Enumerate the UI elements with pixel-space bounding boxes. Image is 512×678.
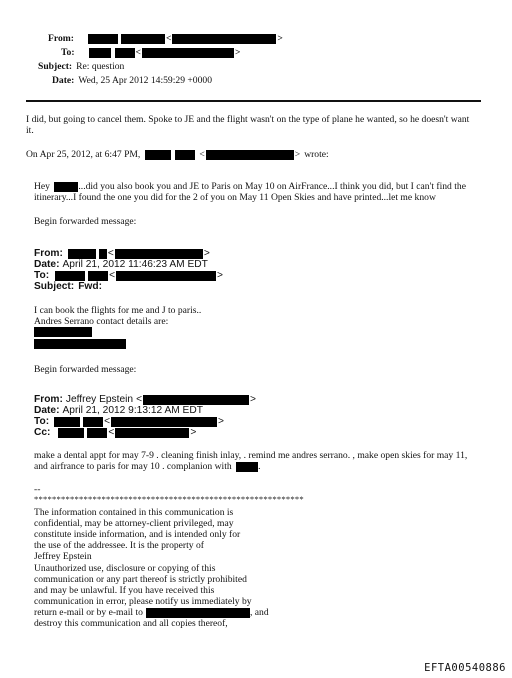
disclaimer-line8: and may be unlawful. If you have received this [34, 585, 215, 596]
redaction [87, 428, 107, 438]
redaction [172, 34, 276, 44]
disclaimer-line6: Unauthorized use, disclosure or copying of this [34, 563, 216, 574]
disclaimer-line2: confidential, may be attorney-client privileged, may [34, 518, 234, 529]
header-to-label: To: [61, 47, 75, 58]
disclaimer-line9: communication in error, please notify us immediately by [34, 596, 252, 607]
header-subject-row [38, 61, 124, 72]
angle-open: < [107, 248, 114, 259]
angle-open: < [199, 149, 205, 160]
angle-open: < [108, 427, 115, 438]
header-subject-label: Subject: [38, 61, 73, 72]
disclaimer-line1: The information contained in this communication is [34, 507, 234, 518]
redaction [145, 150, 171, 160]
disclaimer-line7: communication or any part thereof is strictly prohibited [34, 574, 247, 585]
redaction [115, 249, 203, 259]
fwd2-date-value: April 21, 2012 9:13:12 AM EDT [62, 405, 203, 416]
header-date-row [52, 75, 212, 86]
fwd1-date-value: April 21, 2012 11:46:23 AM EDT [62, 259, 208, 270]
redaction [143, 395, 249, 405]
redaction [89, 48, 111, 58]
angle-open: < [104, 416, 111, 427]
redaction [115, 48, 135, 58]
fwd1-date-label: Date: [34, 259, 60, 270]
angle-close: > [277, 33, 283, 44]
disclaimer-dashes: -- [34, 484, 41, 495]
redaction [99, 249, 107, 259]
header-to-row [61, 47, 241, 58]
angle-close: > [250, 394, 256, 405]
fwd1-line2: Andres Serrano contact details are: [34, 316, 169, 327]
fwd1-subject-row [34, 281, 102, 293]
angle-open: < [135, 47, 141, 58]
angle-close: > [217, 270, 223, 281]
disclaimer-line3: constitute inside information, and is intended only for [34, 529, 241, 540]
header-subject-value: Re: question [76, 61, 125, 72]
redaction [121, 34, 165, 44]
redaction [88, 34, 118, 44]
redaction [236, 461, 261, 472]
quote-prefix: On Apr 25, 2012, at 6:47 PM, [26, 149, 141, 160]
document-id: EFTA00540886 [424, 662, 506, 674]
angle-close: > [218, 416, 224, 427]
fwd1-subject-value: Fwd: [78, 281, 102, 292]
disclaimer-line10-end: , and [249, 607, 269, 618]
fwd2-body [34, 450, 482, 472]
fwd1-to-row [34, 270, 224, 282]
fwd2-cc-label: Cc: [34, 427, 51, 438]
fwd1-date-row [34, 259, 208, 271]
disclaimer-line10-row [34, 607, 269, 618]
quoted-body [34, 181, 484, 203]
angle-close: > [190, 427, 197, 438]
redaction [54, 417, 80, 427]
fwd2-cc-row [34, 427, 197, 439]
redaction [58, 428, 84, 438]
quote-attribution [26, 149, 329, 160]
fwd2-body-end: . [258, 461, 261, 472]
fwd1-subject-label: Subject: [34, 281, 75, 292]
fwd1-line1: I can book the flights for me and J to paris.. [34, 305, 202, 316]
angle-close: > [203, 248, 210, 259]
fwd2-from-name: Jeffrey Epstein [65, 394, 134, 405]
redaction [111, 417, 217, 427]
quoted-text: ...did you also book you and JE to Paris on May 10 on AirFrance...I think you did, but I can't find the itinerary...I found the one you did for the 2 of you on May 11 Open Skies and have printed...let me know [34, 181, 466, 203]
fwd1-to-label: To: [34, 270, 50, 281]
angle-close: > [294, 149, 301, 160]
angle-close: > [234, 47, 241, 58]
redaction [68, 249, 96, 259]
header-date-label: Date: [52, 75, 75, 86]
fwd2-date-row [34, 405, 203, 417]
angle-open: < [165, 33, 172, 44]
disclaimer-line5: Jeffrey Epstein [34, 551, 92, 562]
quote-suffix: wrote: [304, 149, 329, 160]
divider [26, 100, 481, 102]
disclaimer-line10: return e-mail or by e-mail to [34, 607, 143, 618]
fwd2-to-row [34, 416, 225, 428]
fwd2-from-label: From: [34, 394, 63, 405]
disclaimer-stars: ************************************************************ [34, 494, 304, 504]
fwd1-from-label: From: [34, 248, 63, 259]
redaction [175, 150, 195, 160]
disclaimer-line4: the use of the addressee. It is the property of [34, 540, 204, 551]
fwd2-body-text: make a dental appt for may 7-9 . cleaning finish inlay, . remind me andres serrano. , make open skies for may 11, and airfrance to paris for may 10 . complanion with [34, 450, 468, 472]
angle-open: < [109, 270, 116, 281]
redaction [115, 428, 189, 438]
redaction [34, 327, 92, 337]
redaction [142, 48, 234, 58]
redaction [206, 150, 294, 160]
header-from-label: From: [48, 33, 74, 44]
angle-open: < [136, 394, 143, 405]
fwd2-to-label: To: [34, 416, 50, 427]
fwd2-from-row [34, 394, 257, 406]
fwd1-forwarded-label: Begin forwarded message: [34, 364, 137, 375]
redaction [146, 608, 250, 618]
reply-body: I did, but going to cancel them. Spoke to JE and the flight wasn't on the type of plane he wanted, so he doesn't want it. [26, 114, 470, 136]
quoted-forwarded-label: Begin forwarded message: [34, 216, 137, 227]
redaction [34, 339, 126, 349]
disclaimer-line11: destroy this communication and all copies thereof, [34, 618, 228, 629]
fwd1-from-row [34, 248, 211, 260]
redaction [54, 182, 78, 192]
redaction [55, 271, 85, 281]
redaction [83, 417, 103, 427]
header-from-row [48, 33, 284, 44]
header-date-value: Wed, 25 Apr 2012 14:59:29 +0000 [78, 75, 212, 86]
redaction [88, 271, 108, 281]
fwd2-date-label: Date: [34, 405, 60, 416]
redaction [116, 271, 216, 281]
quoted-hey: Hey [34, 181, 50, 192]
